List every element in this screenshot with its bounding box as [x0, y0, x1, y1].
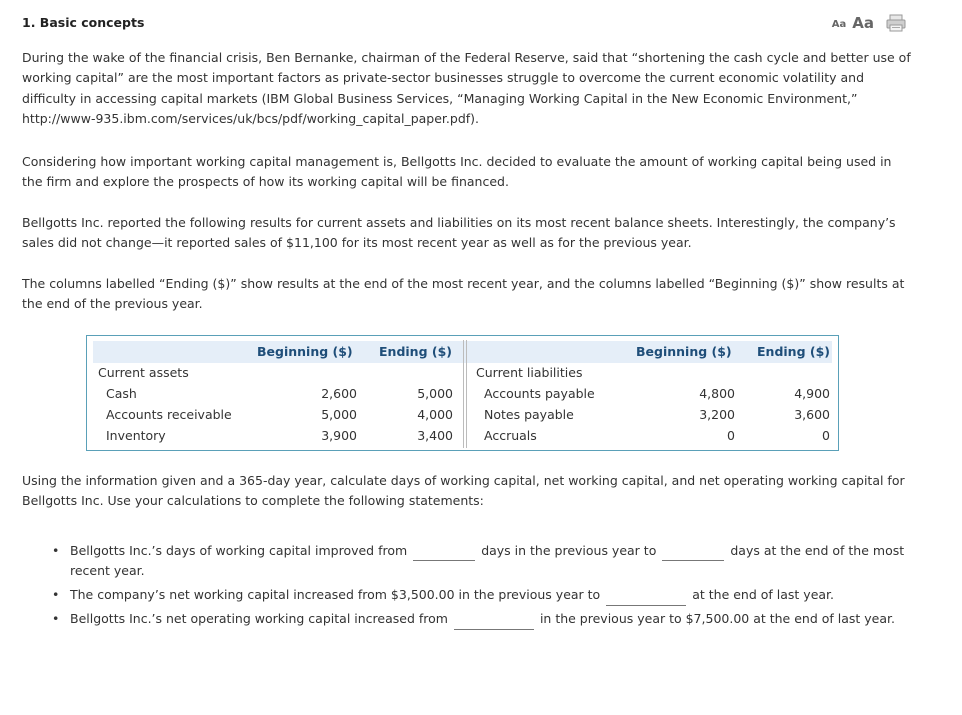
- font-increase-button[interactable]: Aa: [852, 14, 874, 32]
- assets-heading: Current assets: [98, 365, 189, 380]
- liabilities-beginning-header: Beginning ($): [636, 344, 732, 359]
- nowc-previous-year-input[interactable]: [454, 615, 534, 630]
- statement-text: Bellgotts Inc.’s days of working capital improved from: [70, 543, 408, 558]
- liability-beginning-value: 4,800: [699, 386, 735, 401]
- days-previous-year-input[interactable]: [413, 546, 475, 561]
- nwc-end-year-input[interactable]: [606, 591, 686, 606]
- results-paragraph: Bellgotts Inc. reported the following results for current assets and liabilities on its most recent balance sheets. Interestingly, the company’s sales did not change—it reported sales of $11,100 for its most recent year as well as for the previous year.: [22, 215, 896, 251]
- print-icon[interactable]: [886, 14, 906, 32]
- asset-ending-value: 5,000: [417, 386, 453, 401]
- asset-label: Accounts receivable: [106, 407, 232, 422]
- columns-paragraph: The columns labelled “Ending ($)” show results at the end of the most recent year, and the columns labelled “Beginning ($)” show results at the end of the previous year.: [22, 276, 905, 312]
- intro-paragraph: During the wake of the financial crisis, Ben Bernanke, chairman of the Federal Reserve, said that “shortening the cash cycle and better use of working capital” are the most important factors as private-sector businesses struggle to overcome the current economic volatility and difficulty in accessing capital markets (IBM Global Business Services, “Managing Working Capital in the New Economic Environment,” http://www-935.ibm.com/services/uk/bcs/pdf/working_capital_paper.pdf).: [22, 50, 911, 127]
- liabilities-ending-header: Ending ($): [757, 344, 830, 359]
- asset-ending-value: 4,000: [417, 407, 453, 422]
- statements-list: [22, 541, 912, 633]
- table-divider: [463, 340, 467, 448]
- statement-net-working-capital: [22, 585, 912, 605]
- liability-ending-value: 0: [822, 428, 830, 443]
- asset-beginning-value: 2,600: [321, 386, 357, 401]
- page-title: 1. Basic concepts: [22, 15, 145, 30]
- balance-sheet-table: [86, 335, 839, 451]
- liability-ending-value: 3,600: [794, 407, 830, 422]
- liability-label: Accounts payable: [484, 386, 595, 401]
- liability-ending-value: 4,900: [794, 386, 830, 401]
- statement-text: The company’s net working capital increased from $3,500.00 in the previous year to: [70, 587, 601, 603]
- liabilities-heading: Current liabilities: [476, 365, 583, 380]
- asset-beginning-value: 5,000: [321, 407, 357, 422]
- statement-text: in the previous year to $7,500.00 at the end of last year.: [539, 611, 895, 627]
- days-recent-year-input[interactable]: [662, 546, 724, 561]
- asset-ending-value: 3,400: [417, 428, 453, 443]
- toolbar: [832, 14, 906, 32]
- instructions-paragraph: Using the information given and a 365-day year, calculate days of working capital, net working capital, and net operating working capital for Bellgotts Inc. Use your calculations to complete the following statements:: [22, 473, 905, 509]
- asset-beginning-value: 3,900: [321, 428, 357, 443]
- context-paragraph: Considering how important working capital management is, Bellgotts Inc. decided to evaluate the amount of working capital being used in the firm and explore the prospects of how its working capital will be financed.: [22, 154, 892, 190]
- statement-days-working-capital: [22, 541, 912, 582]
- liability-label: Accruals: [484, 428, 537, 443]
- statement-net-operating-working-capital: [22, 609, 912, 629]
- statement-text: at the end of last year.: [692, 587, 835, 603]
- liability-beginning-value: 3,200: [699, 407, 735, 422]
- font-decrease-button[interactable]: Aa: [831, 19, 847, 30]
- liability-beginning-value: 0: [727, 428, 735, 443]
- liability-label: Notes payable: [484, 407, 574, 422]
- statement-text: Bellgotts Inc.’s net operating working capital increased from: [70, 611, 448, 627]
- asset-label: Cash: [106, 386, 137, 401]
- assets-beginning-header: Beginning ($): [257, 344, 353, 359]
- statement-text: days in the previous year to: [481, 543, 657, 558]
- statement-text: days at the end of the most recent year.: [70, 543, 905, 579]
- header: [22, 14, 912, 36]
- assets-ending-header: Ending ($): [379, 344, 452, 359]
- asset-label: Inventory: [106, 428, 166, 443]
